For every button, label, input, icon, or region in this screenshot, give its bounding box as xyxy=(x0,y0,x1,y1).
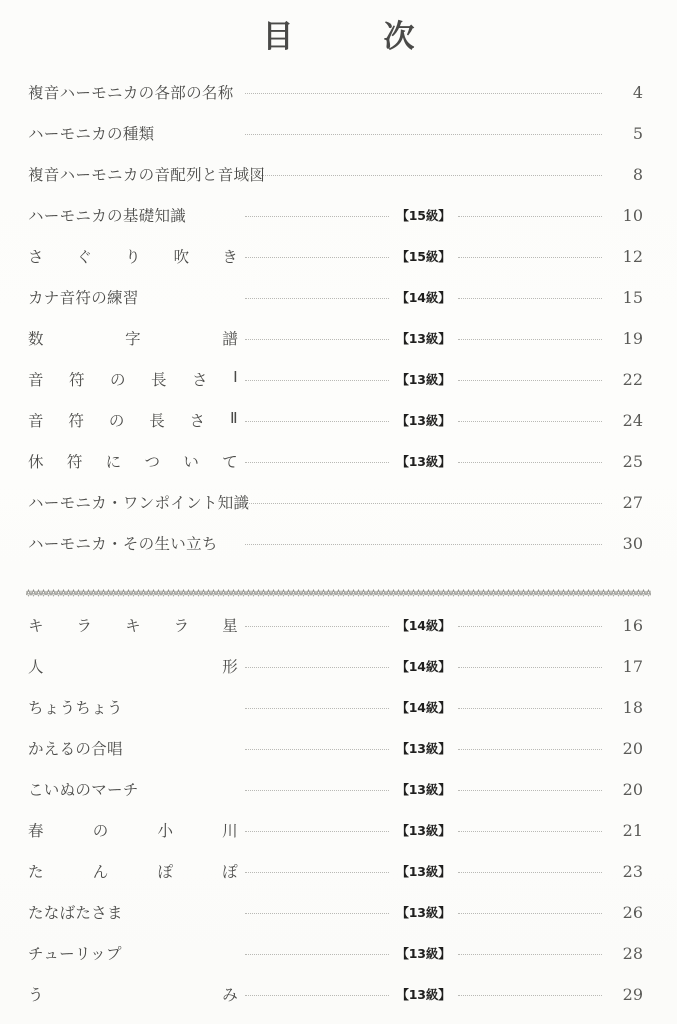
toc-entry[interactable] xyxy=(28,286,643,327)
dot-leader xyxy=(245,462,389,463)
toc-entry-title: ちょうちょう xyxy=(28,699,123,718)
dot-leader xyxy=(245,749,389,750)
toc-entry-title: こいぬのマーチ xyxy=(28,781,139,800)
dot-leader xyxy=(458,462,602,463)
dot-leader xyxy=(245,831,389,832)
toc-page-number: 21 xyxy=(622,821,643,841)
toc-entry-title: さ ぐ り 吹 き xyxy=(28,248,238,267)
toc-page-number: 27 xyxy=(622,493,643,513)
level-badge: 【14級】 xyxy=(396,618,451,634)
toc-entry-title: 音 符 の 長 さ Ⅱ xyxy=(28,409,238,431)
toc-entry[interactable] xyxy=(28,327,643,368)
ornamental-wave-divider xyxy=(26,587,651,598)
level-badge: 【13級】 xyxy=(396,372,451,388)
dot-leader xyxy=(245,790,389,791)
toc-entry-title: チューリップ xyxy=(28,945,122,964)
toc-entry[interactable] xyxy=(28,409,643,450)
toc-page-number: 25 xyxy=(622,452,643,472)
dot-leader xyxy=(458,831,602,832)
toc-page-number: 24 xyxy=(622,411,643,431)
dot-leader xyxy=(245,544,602,545)
toc-page-number: 4 xyxy=(632,83,643,103)
dot-leader xyxy=(245,175,602,176)
toc-entry-title: 複音ハーモニカの各部の名称 xyxy=(28,84,234,103)
dot-leader xyxy=(458,626,602,627)
toc-page-number: 10 xyxy=(622,206,643,226)
toc-entry-title: 休 符 に つ い て xyxy=(28,453,238,472)
toc-page-number: 19 xyxy=(622,329,643,349)
toc-section-instruction xyxy=(0,81,677,573)
dot-leader xyxy=(458,749,602,750)
toc-entry-title: ハーモニカ・ワンポイント知識 xyxy=(28,494,250,513)
level-badge: 【13級】 xyxy=(396,864,451,880)
dot-leader xyxy=(458,995,602,996)
toc-entry[interactable] xyxy=(28,122,643,163)
dot-leader xyxy=(245,626,389,627)
level-badge: 【13級】 xyxy=(396,741,451,757)
toc-entry[interactable] xyxy=(28,163,643,204)
level-badge: 【13級】 xyxy=(396,413,451,429)
toc-entry-title: カナ音符の練習 xyxy=(28,289,139,308)
toc-section-songs xyxy=(0,614,677,1024)
dot-leader xyxy=(245,380,389,381)
toc-entry[interactable] xyxy=(28,737,643,778)
toc-entry-title: 音 符 の 長 さ Ⅰ xyxy=(28,368,238,390)
toc-entry[interactable] xyxy=(28,245,643,286)
level-badge: 【13級】 xyxy=(396,987,451,1003)
dot-leader xyxy=(458,790,602,791)
dot-leader xyxy=(245,503,602,504)
toc-entry[interactable] xyxy=(28,942,643,983)
toc-entry[interactable] xyxy=(28,819,643,860)
level-badge: 【15級】 xyxy=(396,208,451,224)
dot-leader xyxy=(458,872,602,873)
toc-page-number: 5 xyxy=(632,124,643,144)
toc-page-number: 22 xyxy=(622,370,643,390)
toc-page-number: 29 xyxy=(622,985,643,1005)
level-badge: 【14級】 xyxy=(396,700,451,716)
dot-leader xyxy=(245,954,389,955)
toc-page-number: 15 xyxy=(622,288,643,308)
dot-leader xyxy=(458,380,602,381)
toc-page-number: 16 xyxy=(622,616,643,636)
toc-entry[interactable] xyxy=(28,532,643,573)
level-badge: 【15級】 xyxy=(396,249,451,265)
level-badge: 【14級】 xyxy=(396,290,451,306)
dot-leader xyxy=(245,872,389,873)
toc-entry-title: う み xyxy=(28,986,238,1005)
dot-leader xyxy=(458,421,602,422)
toc-page-number: 30 xyxy=(622,534,643,554)
dot-leader xyxy=(458,257,602,258)
toc-entry[interactable] xyxy=(28,450,643,491)
level-badge: 【13級】 xyxy=(396,905,451,921)
dot-leader xyxy=(245,913,389,914)
toc-entry-title: ハーモニカの種類 xyxy=(28,125,155,144)
toc-entry[interactable] xyxy=(28,614,643,655)
toc-page-number: 23 xyxy=(622,862,643,882)
dot-leader xyxy=(245,93,602,94)
toc-entry[interactable] xyxy=(28,368,643,409)
toc-entry[interactable] xyxy=(28,491,643,532)
toc-entry[interactable] xyxy=(28,696,643,737)
dot-leader xyxy=(458,954,602,955)
dot-leader xyxy=(245,134,602,135)
toc-page-number: 8 xyxy=(632,165,643,185)
toc-page-number: 12 xyxy=(622,247,643,267)
dot-leader xyxy=(458,708,602,709)
toc-entry-title: ハーモニカの基礎知識 xyxy=(28,207,187,226)
toc-entry-title: 数 字 譜 xyxy=(28,330,238,349)
toc-entry[interactable] xyxy=(28,655,643,696)
dot-leader xyxy=(458,667,602,668)
page-title: 目 次 xyxy=(262,19,424,55)
dot-leader xyxy=(245,995,389,996)
toc-entry[interactable] xyxy=(28,778,643,819)
toc-entry[interactable] xyxy=(28,81,643,122)
toc-entry-title: たなばたさま xyxy=(28,904,123,923)
level-badge: 【13級】 xyxy=(396,782,451,798)
dot-leader xyxy=(245,667,389,668)
toc-page-number: 17 xyxy=(622,657,643,677)
toc-entry[interactable] xyxy=(28,204,643,245)
toc-entry-title: ハーモニカ・その生い立ち xyxy=(28,535,218,554)
level-badge: 【14級】 xyxy=(396,659,451,675)
toc-entry[interactable] xyxy=(28,860,643,901)
level-badge: 【13級】 xyxy=(396,946,451,962)
dot-leader xyxy=(458,298,602,299)
level-badge: 【13級】 xyxy=(396,823,451,839)
toc-entry[interactable] xyxy=(28,901,643,942)
dot-leader xyxy=(458,339,602,340)
dot-leader xyxy=(245,708,389,709)
dot-leader xyxy=(245,421,389,422)
toc-entry[interactable] xyxy=(28,983,643,1024)
toc-entry-title: 人 形 xyxy=(28,658,238,677)
dot-leader xyxy=(245,298,389,299)
toc-entry-title: 春 の 小 川 xyxy=(28,822,238,841)
toc-entry-title: かえるの合唱 xyxy=(28,740,123,759)
level-badge: 【13級】 xyxy=(396,331,451,347)
toc-page-number: 20 xyxy=(622,780,643,800)
toc-page-number: 18 xyxy=(622,698,643,718)
dot-leader xyxy=(245,257,389,258)
toc-page-number: 26 xyxy=(622,903,643,923)
dot-leader xyxy=(245,339,389,340)
toc-entry-title: 複音ハーモニカの音配列と音域図 xyxy=(28,166,266,185)
dot-leader xyxy=(458,913,602,914)
toc-entry-title: た ん ぽ ぽ xyxy=(28,863,238,882)
level-badge: 【13級】 xyxy=(396,454,451,470)
toc-page-number: 28 xyxy=(622,944,643,964)
toc-page-number: 20 xyxy=(622,739,643,759)
dot-leader xyxy=(458,216,602,217)
toc-entry-title: キ ラ キ ラ 星 xyxy=(28,617,238,636)
dot-leader xyxy=(245,216,389,217)
